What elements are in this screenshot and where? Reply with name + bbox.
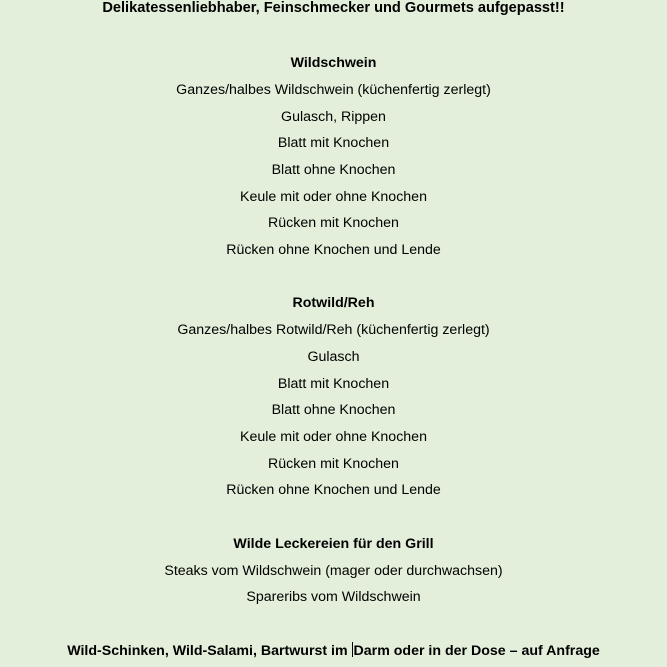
section-title-rotwild-reh: Rotwild/Reh [292, 295, 375, 311]
list-item: Rücken ohne Knochen und Lende [226, 242, 441, 258]
list-item: Blatt mit Knochen [277, 135, 390, 151]
section-title-wildschwein: Wildschwein [290, 55, 377, 71]
list-item: Rücken mit Knochen [268, 215, 399, 231]
list-item: Gulasch [307, 349, 360, 365]
list-item: Ganzes/halbes Rotwild/Reh (küchenfertig zerlegt) [177, 322, 490, 338]
list-item: Steaks vom Wildschwein (mager oder durchwachsen) [164, 563, 503, 579]
text-cursor [352, 642, 353, 657]
list-item: Ganzes/halbes Wildschwein (küchenfertig zerlegt) [176, 82, 491, 98]
list-item: Blatt mit Knochen [277, 376, 390, 392]
headline: Delikatessenliebhaber, Feinschmecker und Gourmets aufgepasst!! [102, 0, 565, 16]
list-item: Blatt ohne Knochen [271, 162, 396, 178]
list-item: Rücken ohne Knochen und Lende [226, 482, 441, 498]
list-item: Rücken mit Knochen [268, 456, 399, 472]
list-item: Spareribs vom Wildschwein [246, 589, 421, 605]
list-item: Keule mit oder ohne Knochen [240, 189, 427, 205]
list-item: Gulasch, Rippen [281, 109, 386, 125]
list-item: Blatt ohne Knochen [271, 402, 396, 418]
footer-text-start: Wild-Schinken, Wild-Salami, Bartwurst im [67, 643, 352, 659]
list-item: Keule mit oder ohne Knochen [240, 429, 427, 445]
footer-text-end: Darm oder in der Dose – auf Anfrage [353, 643, 600, 659]
section-title-grill: Wilde Leckereien für den Grill [233, 536, 434, 552]
footer-line[interactable] [0, 642, 667, 660]
